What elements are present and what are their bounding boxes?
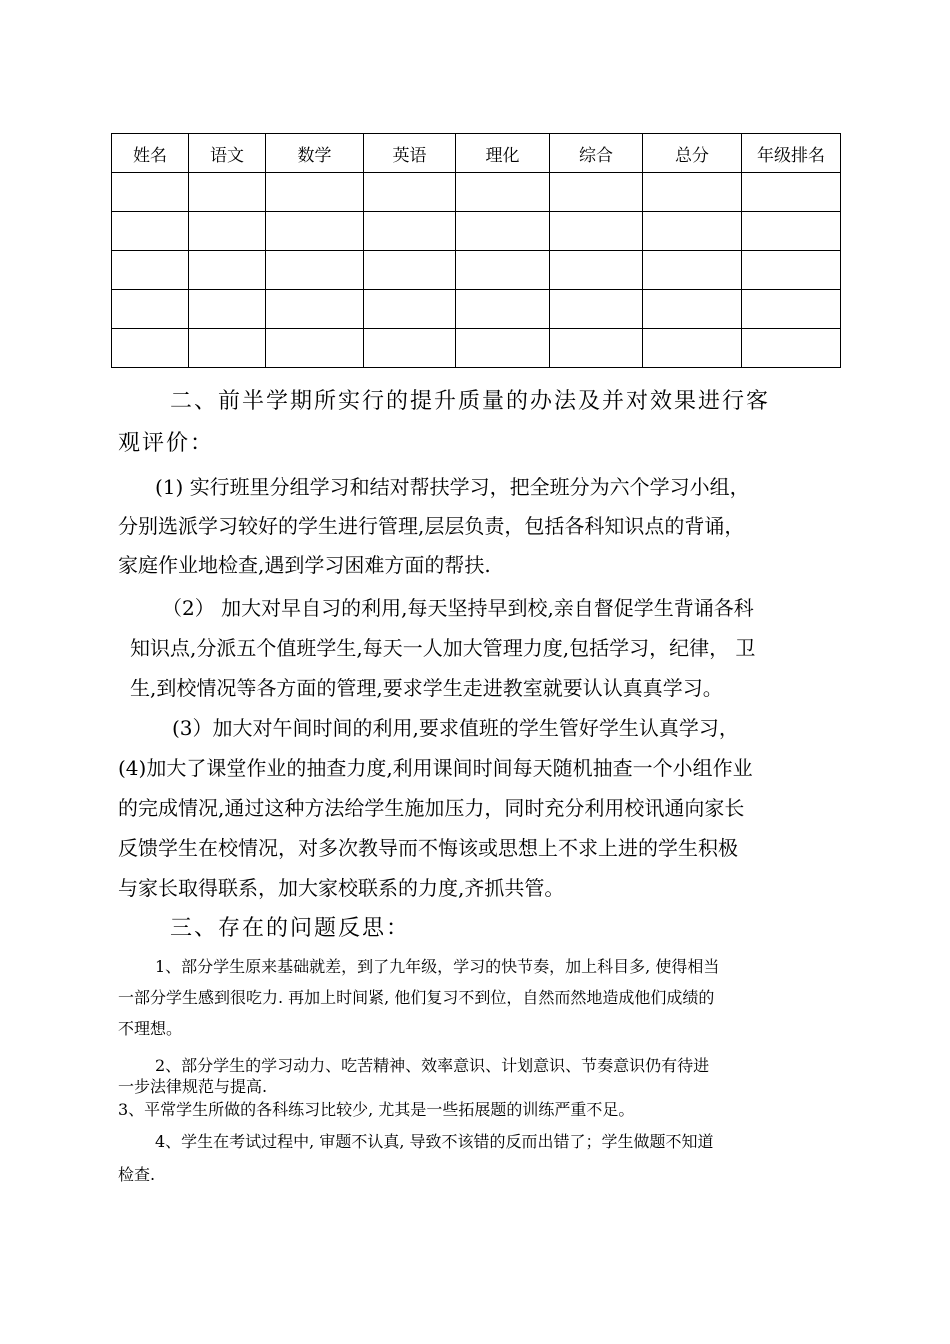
table-cell bbox=[189, 251, 266, 290]
table-cell bbox=[456, 251, 550, 290]
header-cell: 年级排名 bbox=[742, 134, 841, 173]
table-cell bbox=[742, 173, 841, 212]
table-row bbox=[112, 251, 841, 290]
table-cell bbox=[189, 212, 266, 251]
table-cell bbox=[112, 290, 189, 329]
table-cell bbox=[266, 290, 364, 329]
table-cell bbox=[456, 173, 550, 212]
table-cell bbox=[643, 329, 742, 368]
header-cell: 姓名 bbox=[112, 134, 189, 173]
table-cell bbox=[266, 173, 364, 212]
issue-3-line: 3、平常学生所做的各科练习比较少, 尤其是一些拓展题的训练严重不足。 bbox=[118, 1100, 635, 1119]
table-cell bbox=[112, 212, 189, 251]
paragraph-1-line: 分别选派学习较好的学生进行管理,层层负责，包括各科知识点的背诵， bbox=[118, 514, 745, 538]
table-row bbox=[112, 212, 841, 251]
table-cell bbox=[456, 290, 550, 329]
table-cell bbox=[643, 290, 742, 329]
table-row bbox=[112, 290, 841, 329]
table-cell bbox=[742, 290, 841, 329]
paragraph-3-line: (3）加大对午间时间的利用,要求值班的学生管好学生认真学习， bbox=[172, 716, 739, 740]
table-cell bbox=[643, 173, 742, 212]
table-cell bbox=[742, 212, 841, 251]
table-cell bbox=[550, 329, 643, 368]
issue-4-line: 检查. bbox=[118, 1165, 156, 1184]
paragraph-1-line: (1) 实行班里分组学习和结对帮扶学习，把全班分为六个学习小组， bbox=[155, 475, 750, 499]
table-header-row bbox=[112, 134, 841, 173]
table-cell bbox=[266, 329, 364, 368]
issue-1-line: 1、部分学生原来基础就差，到了九年级，学习的快节奏，加上科目多, 使得相当 bbox=[155, 957, 720, 976]
header-cell: 理化 bbox=[456, 134, 550, 173]
table-cell bbox=[550, 251, 643, 290]
table-cell bbox=[189, 173, 266, 212]
paragraph-2-line: 生,到校情况等各方面的管理,要求学生走进教室就要认认真真学习。 bbox=[130, 676, 723, 700]
table-row bbox=[112, 173, 841, 212]
paragraph-4-line: 的完成情况,通过这种方法给学生施加压力，同时充分利用校讯通向家长 bbox=[118, 796, 745, 820]
table-cell bbox=[266, 212, 364, 251]
table-cell bbox=[550, 173, 643, 212]
table-cell bbox=[742, 329, 841, 368]
table-cell bbox=[643, 212, 742, 251]
table-cell bbox=[364, 173, 456, 212]
table-cell bbox=[364, 251, 456, 290]
paragraph-1-line: 家庭作业地检查,遇到学习困难方面的帮扶. bbox=[118, 553, 491, 577]
table-cell bbox=[742, 251, 841, 290]
table-cell bbox=[364, 212, 456, 251]
header-cell: 数学 bbox=[266, 134, 364, 173]
table-cell bbox=[112, 251, 189, 290]
issue-1-line: 不理想。 bbox=[118, 1019, 183, 1038]
issue-1-line: 一部分学生感到很吃力. 再加上时间紧, 他们复习不到位，自然而然地造成他们成绩的 bbox=[118, 988, 715, 1007]
table-cell bbox=[364, 329, 456, 368]
table-cell bbox=[550, 212, 643, 251]
issue-2-line: 2、部分学生的学习动力、吃苦精神、效率意识、计划意识、节奏意识仍有待进 bbox=[155, 1056, 710, 1075]
table-cell bbox=[364, 290, 456, 329]
header-cell: 总分 bbox=[643, 134, 742, 173]
section3-heading: 三、存在的问题反思： bbox=[170, 916, 411, 941]
score-table bbox=[111, 133, 841, 368]
table-cell bbox=[189, 290, 266, 329]
issue-4-line: 4、学生在考试过程中, 审题不认真, 导致不该错的反而出错了；学生做题不知道 bbox=[155, 1132, 714, 1151]
table-cell bbox=[112, 329, 189, 368]
table-cell bbox=[643, 251, 742, 290]
header-cell: 综合 bbox=[550, 134, 643, 173]
table-cell bbox=[189, 329, 266, 368]
table-cell bbox=[266, 251, 364, 290]
table-cell bbox=[456, 329, 550, 368]
header-cell: 语文 bbox=[189, 134, 266, 173]
table-cell bbox=[550, 290, 643, 329]
section2-heading: 二、前半学期所实行的提升质量的办法及并对效果进行客 bbox=[170, 389, 771, 414]
table-row bbox=[112, 329, 841, 368]
paragraph-4-line: (4)加大了课堂作业的抽查力度,利用课间时间每天随机抽查一个小组作业 bbox=[118, 756, 753, 780]
table-cell bbox=[112, 173, 189, 212]
paragraph-2-line: 知识点,分派五个值班学生,每天一人加大管理力度,包括学习，纪律， 卫 bbox=[130, 636, 756, 660]
paragraph-4-line: 反馈学生在校情况，对多次教导而不悔该或思想上不求上进的学生积极 bbox=[118, 836, 738, 860]
paragraph-4-line: 与家长取得联系，加大家校联系的力度,齐抓共管。 bbox=[118, 876, 565, 900]
table-cell bbox=[456, 212, 550, 251]
paragraph-2-line: （2） 加大对早自习的利用,每天坚持早到校,亲自督促学生背诵各科 bbox=[162, 596, 754, 620]
section2-heading-cont: 观评价： bbox=[118, 431, 215, 456]
header-cell: 英语 bbox=[364, 134, 456, 173]
issue-2-line: 一步法律规范与提高. bbox=[118, 1077, 268, 1096]
